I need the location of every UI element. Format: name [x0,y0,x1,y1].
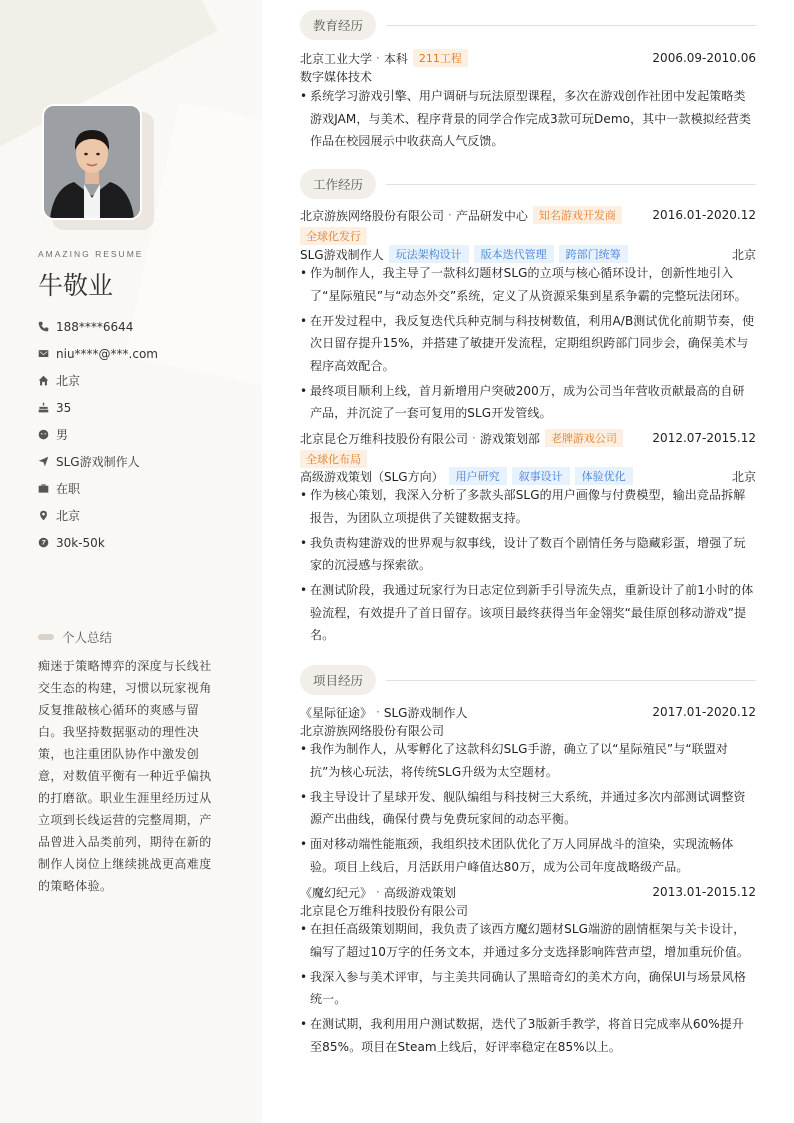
email-icon [38,348,56,359]
info-text: 北京 [56,509,81,523]
section-work-heading [300,169,756,199]
company-name: 北京昆仑万维科技股份有限公司 [300,431,469,446]
company-tag: 全球化布局 [300,450,367,468]
briefcase-icon [38,483,56,494]
list-item: • 最终项目顺利上线，首月新增用户突破200万，成为公司当年营收贡献最高的自研产品，并沉淀了一套可复用的SLG开发管线。 [300,380,756,425]
company-tag: 全球化发行 [300,227,367,245]
section-divider [386,680,756,681]
section-title: 教育经历 [300,10,376,40]
project-bullets [300,918,756,1061]
portrait-illustration [44,106,140,218]
project-header-row [300,703,756,721]
skill-tag: 叙事设计 [512,467,570,485]
department: 产品研发中心 [455,208,528,223]
job-role-row [300,245,756,263]
salary-icon [38,537,56,548]
job-role: 高级游戏策划（SLG方向） [300,469,444,484]
info-salary [38,529,158,556]
list-item: • 在担任高级策划期间，我负责了该西方魔幻题材SLG端游的剧情框架与关卡设计，编写了超过10万字的任务文本，并通过多分支选择影响阵营声望，增加重玩价值。 [300,918,756,963]
list-item: • 作为制作人，我主导了一款科幻题材SLG的立项与核心循环设计，创新性地引入了“星际殖民”与“动态外交”系统，定义了从资源采集到星系争霸的完整玩法闭环。 [300,262,756,307]
home-icon [38,375,56,386]
gender-icon [38,429,56,440]
job-date: 2012.07-2015.12 [652,431,756,445]
job-city: 北京 [731,247,756,262]
send-icon [38,456,56,467]
job-header-row [300,429,756,447]
company-tag: 老牌游戏公司 [545,429,623,447]
project-role: SLG游戏制作人 [383,705,468,720]
project-company-row [300,721,756,739]
list-item: • 面对移动端性能瓶颈，我组织技术团队优化了万人同屏战斗的渲染，实现流畅体验。项目上线后，月活跃用户峰值达80万，成为公司年度战略级产品。 [300,833,756,878]
cake-icon [38,402,56,413]
info-work-city [38,502,158,529]
location-icon [38,510,56,521]
job-bullets [300,484,756,649]
job-date: 2016.01-2020.12 [652,208,756,222]
degree: 本科 [383,51,408,66]
info-city [38,367,158,394]
info-text: 35 [56,400,72,415]
info-text: 30k-50k [56,535,105,550]
section-divider [386,25,756,26]
list-item: • 我作为制作人，从零孵化了这款科幻SLG手游，确立了以“星际殖民”与“联盟对抗”为核心玩法，将传统SLG升级为太空题材。 [300,738,756,783]
list-item: • 作为核心策划，我深入分析了多款头部SLG的用户画像与付费模型，输出竞品拆解报告，为团队立项提供了关键数据支持。 [300,484,756,529]
info-text: 北京 [56,374,81,388]
profile-photo [42,104,142,220]
summary-text: 痴迷于策略博弈的深度与长线社交生态的构建，习惯以玩家视角反复推敲核心循环的爽感与留白。我坚持数据驱动的理性决策，也注重团队协作中激发创意，对数值平衡有一种近乎偏执的打磨欲。职业生涯里经历过从立项到长线运营的完整周期，产品曾进入品类前列，期待在新的制作人岗位上继续挑战更高难度的策略体验。 [38,659,212,893]
section-projects-heading [300,665,756,695]
separator: · [472,431,476,445]
summary-title: 个人总结 [62,630,113,645]
list-item: • 我主导设计了星球开发、舰队编组与科技树三大系统，并通过多次内部测试调整资源产出曲线，确保付费与免费玩家间的动态平衡。 [300,786,756,831]
list-item: • 我负责构建游戏的世界观与叙事线，设计了数百个剧情任务与隐藏彩蛋，增强了玩家的沉浸感与探索欲。 [300,532,756,577]
summary-heading [38,628,112,646]
section-education-heading [300,10,756,40]
skill-tag: 跨部门统筹 [559,245,628,263]
info-text: niu****@***.com [56,346,158,361]
info-text: 男 [56,428,69,442]
info-age [38,394,158,421]
project-name: 《魔幻纪元》 [300,885,373,900]
company-name: 北京游族网络股份有限公司 [300,208,445,223]
separator: · [376,705,380,719]
section-title: 工作经历 [300,169,376,199]
skill-tag: 版本迭代管理 [474,245,554,263]
phone-icon [38,321,56,332]
job-role: SLG游戏制作人 [300,247,384,262]
resume-header-label: AMAZING RESUME [38,249,144,259]
info-gender [38,421,158,448]
school-tag: 211工程 [413,49,468,67]
separator: · [376,885,380,899]
education-header-row [300,49,756,67]
project-header-row [300,883,756,901]
list-item: • 在开发过程中，我反复迭代兵种克制与科技树数值，利用A/B测试优化前期节奏，使次日留存提升15%，并搭建了敏捷开发流程，定期组织跨部门同步会，确保美术与程序高效配合。 [300,310,756,378]
info-status [38,475,158,502]
skill-tag: 玩法架构设计 [389,245,469,263]
job-role-row [300,467,756,485]
heading-accent-bar [38,634,54,640]
job-tag-row [300,450,756,468]
project-role: 高级游戏策划 [383,885,456,900]
candidate-name: 牛敬业 [38,271,114,300]
job-city: 北京 [731,469,756,484]
info-email [38,340,158,367]
project-date: 2017.01-2020.12 [652,705,756,719]
company-tag: 知名游戏开发商 [533,206,622,224]
info-text: SLG游戏制作人 [56,455,140,469]
project-company: 北京游族网络股份有限公司 [300,723,445,738]
project-date: 2013.01-2015.12 [652,885,756,899]
school-name: 北京工业大学 [300,51,373,66]
info-text: 在职 [56,482,81,496]
education-date: 2006.09-2010.06 [652,51,756,65]
job-header-row [300,206,756,224]
project-company-row [300,901,756,919]
education-major-row [300,67,756,85]
contact-info-list [38,313,158,556]
project-name: 《星际征途》 [300,705,373,720]
department: 游戏策划部 [479,431,540,446]
job-bullets [300,262,756,427]
info-position [38,448,158,475]
project-bullets [300,738,756,881]
job-tag-row [300,227,756,245]
separator: · [448,208,452,222]
list-item: • 我深入参与美术评审，与主美共同确认了黑暗奇幻的美术方向，确保UI与场景风格统一。 [300,966,756,1011]
section-title: 项目经历 [300,665,376,695]
info-text: 188****6644 [56,319,134,334]
list-item: • 在测试阶段，我通过玩家行为日志定位到新手引导流失点，重新设计了前1小时的体验流程，有效提升了首日留存。该项目最终获得当年金翎奖“最佳原创移动游戏”提名。 [300,579,756,647]
list-item: • 在测试期，我利用用户测试数据，迭代了3版新手教学，将首日完成率从60%提升至85%。项目在Steam上线后，好评率稳定在85%以上。 [300,1013,756,1058]
list-item: • 系统学习游戏引擎、用户调研与玩法原型课程，多次在游戏创作社团中发起策略类游戏JAM，与美术、程序背景的同学合作完成3款可玩Demo，其中一款模拟经营类作品在校园展示中收获高人气反馈。 [300,85,756,153]
profile-photo-container [42,104,142,220]
separator: · [376,51,380,65]
info-phone [38,313,158,340]
section-divider [386,184,756,185]
skill-tag: 体验优化 [575,467,633,485]
project-company: 北京昆仑万维科技股份有限公司 [300,903,469,918]
skill-tag: 用户研究 [449,467,507,485]
sidebar [0,0,262,1123]
major: 数字媒体技术 [300,69,373,84]
education-bullets [300,85,756,155]
